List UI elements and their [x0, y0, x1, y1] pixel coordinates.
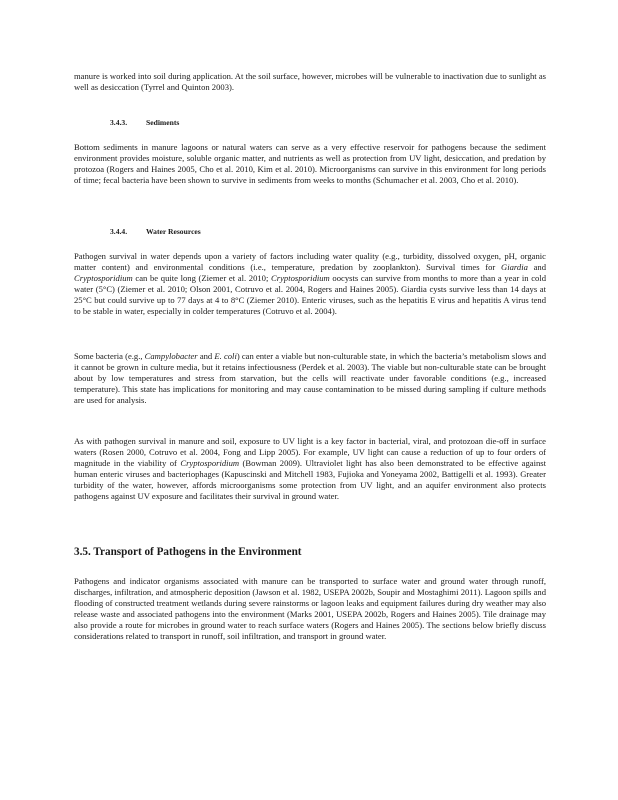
italic-term: Cryptosporidium: [74, 273, 133, 283]
subsection-heading-water-resources: [110, 227, 201, 236]
subsection-number: 3.4.4.: [110, 227, 128, 236]
section-heading-transport: [74, 546, 302, 558]
italic-term: Campylobacter: [144, 351, 198, 361]
paragraph-intro: [74, 71, 546, 93]
subsection-heading-sediments: [110, 118, 179, 127]
paragraph-text: [74, 71, 546, 93]
paragraph-uv-exposure: [74, 436, 546, 502]
italic-term: Cryptosporidium: [271, 273, 330, 283]
text-run: Pathogens and indicator organisms associated with manure can be transported to surface water and ground water through runoff, discharges, infiltration, and atmospheric deposition (Jawson et al. 1982, USEPA 2002b, Soupir and Mostaghimi 2011). Lagoon spills and flooding of constructed treatment wetlands during severe rainstorms or lagoon leaks and equipment failures during dry weather may also release waste and associated pathogens into the environment (Marks 2001, USEPA 2002b, Rogers and Haines 2005). Tile drainage may also provide a route for microbes in ground water to reach surface waters (Rogers and Haines 2005). The sections below briefly discuss considerations related to transport in runoff, soil infiltration, and transport in ground water.: [74, 576, 546, 641]
section-title: Transport of Pathogens in the Environment: [93, 546, 302, 558]
paragraph-text: [74, 436, 546, 502]
paragraph-transport: [74, 576, 546, 642]
subsection-title: Sediments: [146, 118, 180, 127]
text-run: manure is worked into soil during application. At the soil surface, however, microbes will be vulnerable to inactivation due to sunlight as well as desiccation (Tyrrel and Quinton 2003).: [74, 71, 546, 92]
paragraph-water-survival: [74, 251, 546, 317]
paragraph-viable-nonculturable: [74, 351, 546, 406]
italic-term: E. coli: [214, 351, 237, 361]
section-number: 3.5.: [74, 546, 91, 558]
italic-term: Cryptosporidium: [180, 458, 240, 468]
italic-term: Giardia: [500, 262, 528, 272]
text-run: can be quite long (Ziemer et al. 2010;: [132, 273, 272, 283]
paragraph-text: [74, 351, 546, 406]
text-run: Pathogen survival in water depends upon a variety of factors including water quality (e.g., turbidity, dissolved oxygen, pH, organic matter content) and environmental conditions (i.e., temperature, predation by zooplankton). Survival times for: [74, 251, 546, 272]
text-run: Some bacteria (e.g.,: [74, 351, 145, 361]
paragraph-text: [74, 251, 546, 317]
text-run: and: [527, 262, 546, 272]
paragraph-text: [74, 142, 546, 186]
text-run: Bottom sediments in manure lagoons or natural waters can serve as a very effective reservoir for pathogens because the sediment environment provides moisture, soluble organic matter, and nutrients as well as protection from UV light, desiccation, and predation by protozoa (Rogers and Haines 2005, Cho et al. 2010, Kim et al. 2010). Microorganisms can survive in this environment for long periods of time; fecal bacteria have been shown to survive in sediments from weeks to months (Schumacher et al. 2003, Cho et al. 2010).: [74, 142, 546, 185]
text-run: ) can enter a viable but non-culturable state, in which the bacteria’s metabolism slows and it cannot be grown in culture media, but it retains infectiousness (Perdek et al. 2003). The viable but non-culturable state can be brought about by low temperatures and stress from starvation, but the cells will reactivate under favorable conditions (e.g., increased temperature). This state has implications for monitoring and may cause contamination to be missed during sampling if culture methods are used for analysis.: [74, 351, 546, 405]
text-run: and: [197, 351, 215, 361]
text-run: (Bowman 2009). Ultraviolet light has also been demonstrated to be effective against human enteric viruses and bacteriophages (Kapuscinski and Mitchell 1983, Fujioka and Yoneyama 2002, Battigelli et al. 1993). Greater turbidity of the water, however, affords microorganisms some protection from UV light, and an aquifer environment also protects pathogens against UV exposure and facilitates their survival in ground water.: [74, 458, 546, 501]
text-run: As with pathogen survival in manure and soil, exposure to UV light is a key factor in bacterial, viral, and protozoan die-off in surface waters (Rosen 2000, Cotruvo et al. 2004, Fong and Lipp 2005). For example, UV light can cause a reduction of up to four orders of magnitude in the viability of: [74, 436, 546, 468]
subsection-number: 3.4.3.: [110, 118, 128, 127]
paragraph-text: [74, 576, 546, 642]
subsection-title: Water Resources: [146, 227, 201, 236]
paragraph-sediments: [74, 142, 546, 186]
text-run: oocysts can survive from months to more than a year in cold water (5°C) (Ziemer et al. 2010; Olson 2001, Cotruvo et al. 2004, Rogers and Haines 2005). Giardia cysts survive less than 14 days at 25°C but could survive up to 77 days at 4 to 8°C (Ziemer 2010). Enteric viruses, such as the hepatitis E virus and hepatitis A virus tend to be stable in water, especially in colder temperatures (Cotruvo et al. 2004).: [74, 273, 546, 316]
